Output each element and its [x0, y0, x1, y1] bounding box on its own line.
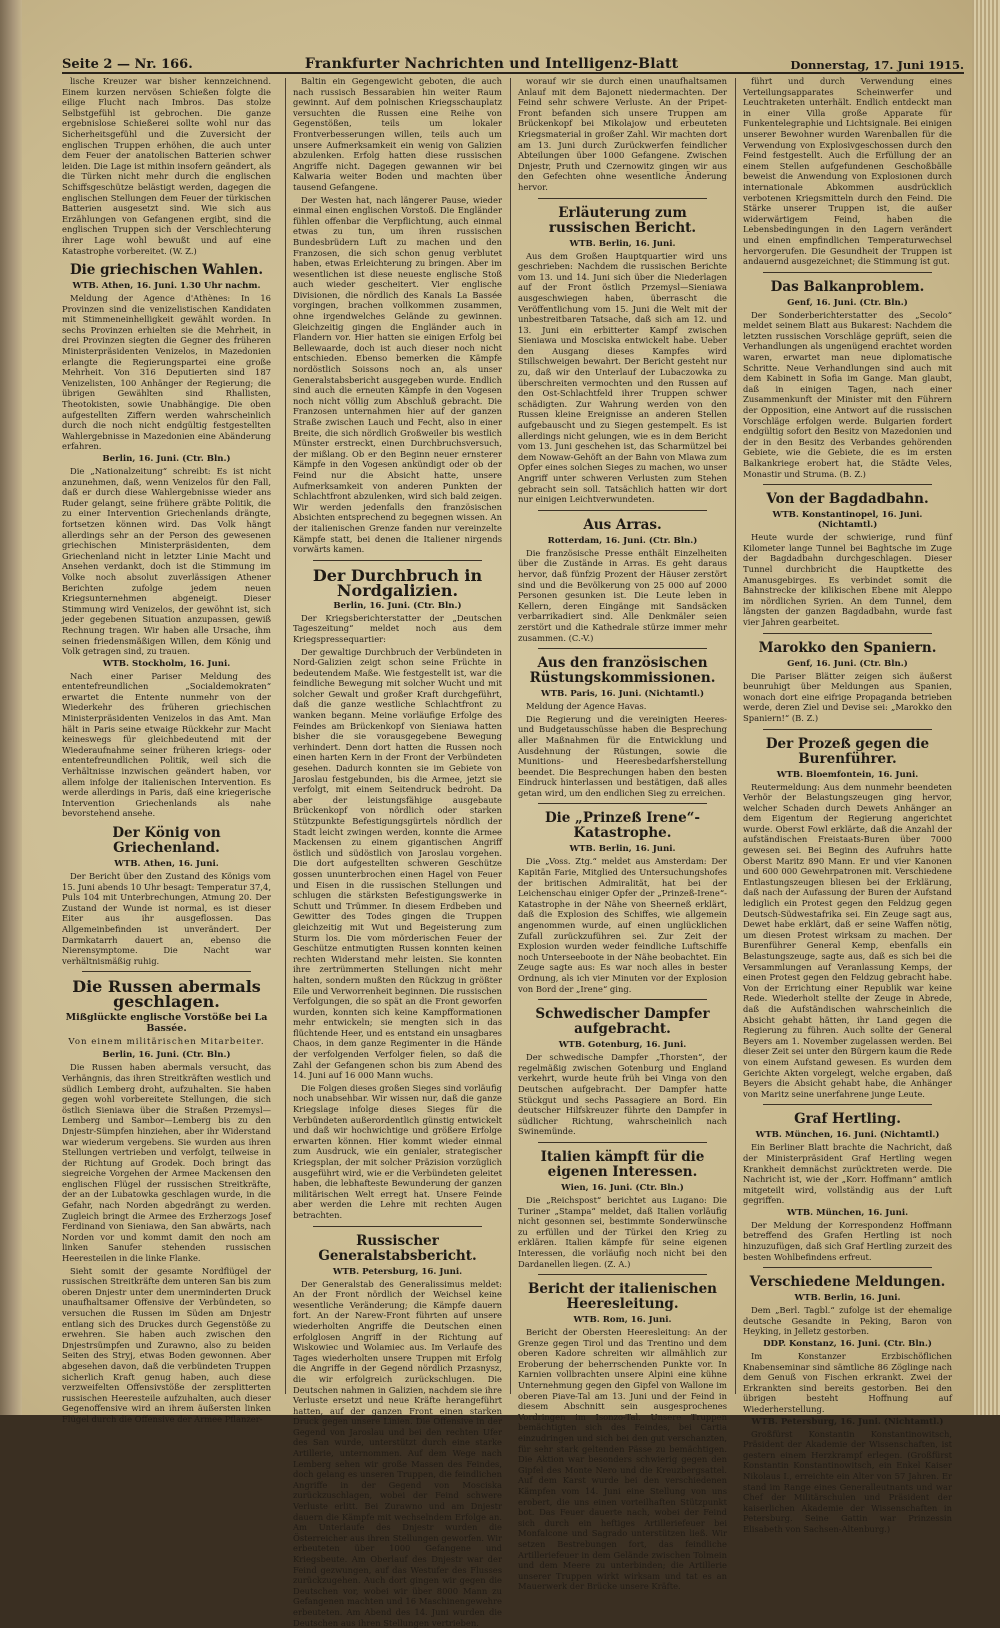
- article-headline: Italien kämpft für die eigenen Interessen.: [540, 1148, 705, 1180]
- column-rule: [735, 78, 736, 1394]
- dateline: WTB. Rom, 16. Juni.: [573, 1315, 672, 1326]
- article-paragraph: Die Folgen dieses großen Sieges sind vorläufig noch unabsehbar. Wir wissen nur, daß die ganze Kriegslage infolge dieses Sieges für die Verbündeten außerordentlich günstig entwickelt und daß wir hochwichtige und größere Erfolge erwarten können. Hier kommt wieder einmal zum Ausdruck, wie ein genialer, strategischer Kriegsplan, der mit solcher Präzision vorzüglich ausgeführt wird, wie er die Verbündeten geleitet haben, die lebhafteste Bewunderung der ganzen militärischen Welt erregt hat. Unsere Feinde aber werden die Lehre mit rechten Augen betrachten.: [293, 1082, 502, 1220]
- dateline: WTB. München, 16. Juni. (Nichtamtl.): [755, 1130, 940, 1141]
- dateline: WTB. Petersburg, 16. Juni.: [332, 1266, 463, 1277]
- dateline: WTB. Stockholm, 16. Juni.: [102, 658, 231, 669]
- article-paragraph: Bericht der Obersten Heeresleitung: An der Grenze gegen Tirol und das Trentino und dem oberen Kadore schreiten wir allmählich zur Eroberung der beherrschenden Punkte vor. In Karnien vollbrachten unsere Alpini eine kühne Unternehmung gegen den Gipfel von Wallone im oberen Piave-Tal am 13. Juni und der Feind in diesem Abschnitt sein ausgesprochenes Vordringen im Isonzo-Tal. Unsere Truppen bemächtigten sich des Feindes, bei Cartia einzudringen und sich bei den gut verschanzten, für sehr stark geltenden Pässe zu bemächtigen. Die Aktion war besonders schwierig gegen den Gipfel des Monte Nero und die Kreuzbergsattel. Auf dem Karst wurde bei den verschiedenen Kämpfen vom 14. Juni eine Stellung von uns erobert, die uns einen vorteilhaften Stützpunkt bot. Das Feuer dauerte nach, wobei der Feind sich durch ein heftiges Artilleriefeuer bei Monfalcone und Sagrado unterstützen ließ. Wir setzen Bestrebungen fort, das feindliche Artilleriefeuer in dem Gelände zwischen Tolmein und dem Meere zu unterbinden; die Artillerie unserer Truppen wirkt wirksam und tat es an Mauerwerk der Brücke unsere Kräfte.: [518, 1327, 727, 1592]
- section-divider: [538, 999, 707, 1000]
- dateline: Wien, 16. Juni. (Ctr. Bln.): [561, 1182, 684, 1193]
- column-3: [518, 76, 727, 1592]
- article-paragraph: Der Kriegsberichterstatter der „Deutschen Tageszeitung“ meldet noch aus dem Kriegspressequartier:: [293, 612, 502, 644]
- column-rule: [510, 78, 511, 1394]
- article-headline: Verschiedene Meldungen.: [749, 1274, 946, 1291]
- dateline: WTB. Berlin, 16. Juni.: [569, 844, 676, 855]
- dateline: WTB. Bloemfontein, 16. Juni.: [776, 769, 919, 780]
- article-paragraph: Sieht somit der gesamte Nordflügel der russischen Streitkräfte dem unteren San bis zum oberen Dnjestr unter dem unerminderten Druck unaufhaltsamer Offensive der Verbündeten, so versuchen die Russen im Süden am Dnjestr entlang sich des Druckes durch Gegenstöße zu erwehren. Sie haben auch zwischen den Dnjestrsümpfen und Zurawno, also zu beiden Seiten des Stryj, etwas Boden gewonnen. Aber abgesehen davon, daß die verbündeten Truppen sicherlich Kraft genug haben, auch diese verzweifelten Offensivstöße der zersplitterten russischen Heeresteile aufzuhalten, auch dieser Gegenoffensive wird an ihrem äußersten linken Flügel durch die Offensive der Armee Pflanzer-: [62, 1265, 271, 1424]
- article-headline: Der König von Griechenland.: [112, 825, 221, 856]
- article-paragraph: Großfürst Konstantin Konstantinowitsch, Präsident der Akademie der Wissenschaften, ist gestern einem Herzkrampf erlegen. (Großfürst Konstantin Konstantinowitsch, ein Enkel Kaiser Nikolaus I., erreichte ein Alter von 57 Jahren. Er stand im Range eines Generalleutnants und war Chef der Militärschulen und Präsident der kaiserlichen Akademie der Wissenschaften in Petersburg. Seine Gattin war Prinzessin Elisabeth von Sachsen-Altenburg.): [743, 1428, 952, 1534]
- section-divider: [538, 648, 707, 649]
- article-headline: Die „Prinzeß Irene“-Katastrophe.: [544, 810, 701, 842]
- section-divider: [538, 1274, 707, 1275]
- article-paragraph: Baltin ein Gegengewicht geboten, die auch nach russisch Bessarabien hin weiter Raum gewinnt. Auf dem polnischen Kriegsschauplatz versuchten die Russen eine Reihe von Gegenstößen, teils um lokaler Frontverbesserungen willen, teils auch um unsere Aufmerksamkeit ein wenig von Galizien abzulenken. Erfolg hatten diese russischen Angriffe nicht. Dagegen gewannen wir bei Kalwaria weiter Boden und machten über tausend Gefangene.: [293, 76, 502, 192]
- section-divider: [763, 272, 932, 273]
- page-label: Seite 2 — Nr. 166.: [62, 57, 193, 72]
- article-paragraph: Die „Voss. Ztg.“ meldet aus Amsterdam: Der Kapitän Farie, Mitglied des Untersuchungshofes der britischen Admiralität, hat bei der Leichenschau einiger Opfer der „Prinzeß-Irene“-Katastrophe in der Nähe von Sheerneß erklärt, daß die Explosion des Schiffes, wie allgemein angenommen wurde, auf einen unglücklichen Zufall zurückzuführen sei. Zur Zeit der Explosion wurden weder feindliche Luftschiffe noch Unterseeboote in der Nähe beobachtet. Ein Zeuge sagte aus: Es war noch alles in bester Ordnung, als ich vier Minuten vor der Explosion von Bord der „Irene“ ging.: [518, 856, 727, 994]
- article-paragraph: Nach einer Pariser Meldung des ententefreundlichen „Socialdemokraten“ erwartet die Entente nunmehr von der Wiederkehr des früheren griechischen Ministerpräsidenten Venizelos in das Amt. Man hält in Paris seine etwaige Rückkehr zur Macht keineswegs für gleichbedeutend mit der Wiederaufnahme seiner früheren kriegs- oder ententefreundlichen Politik, weil sich die Verhältnisse inzwischen geändert haben, vor allem infolge der italienischen Intervention. Es werde allerdings in Paris, daß eine kriegerische Intervention Griechenlands als nahe bevorstehend ansehe.: [62, 670, 271, 819]
- article-headline: Der Prozeß gegen die Burenführer.: [765, 735, 930, 767]
- section-divider: [313, 560, 482, 561]
- article-paragraph: Reutermeldung: Aus dem nunmehr beendeten Verhör der Belastungszeugen ging hervor, welcher Schaden durch Dewets Anhänger an dem Eigentum der Regierung angerichtet wurde. Oberst Fowl erklärte, daß die Anzahl der aufständischen Freistaats-Buren über 7000 gewesen sei. Bei Beginn des Aufruhrs hatte Oberst Maritz 890 Mann. Er und vier Kanonen und 600 000 Gewehrpatronen mit. Verschiedene Entlastungszeugen bliesen bei der Erklärung, daß nach der Aufassung der Buren der Aufstand lediglich ein Protest gegen den Feldzug gegen Deutsch-Südwestafrika sei. Ein Zeuge sagt aus, Dewet habe erklärt, daß er seine Waffen nötig, um diesen Protest wirksam zu machen. Der Burenführer General Kemp, ebenfalls ein Belastungszeuge, sagte aus, daß es sich bei die Versammlungen auf Veranlassung Kemps, der einen Protest gegen den Feldzug gebracht habe. Von der Errichtung einer Republik war keine Rede. Wiederholt stellte der Zeuge in Abrede, daß die Aufständischen wahrscheinlich die Absicht gehabt hätten, ihr Land gegen die Regierung zu führen. Auch sollte der General Beyers am 1. November zugelassen werden. Bei dieser Zeit sei unter den Bürgern kaum die Rede von einem Aufstand gewesen. Es wurden dem Gerichte Akten vorgelegt, welche ergaben, daß Beyers die Absicht gehabt habe, die Anhänger von Maritz seine unerfahrene junge Leute.: [743, 781, 952, 1099]
- article-paragraph: Der Meldung der Korrespondenz Hoffmann betreffend des Grafen Hertling ist noch hinzuzufügen, daß sich Graf Hertling zurzeit des besten Wohlbefindens erfreut.: [743, 1219, 952, 1262]
- dateline: WTB. Athen, 16. Juni. 1.30 Uhr nachm.: [72, 281, 261, 292]
- article-paragraph: Der schwedische Dampfer „Thorsten“, der regelmäßig zwischen Gotenburg und England verkehrt, wurde heute früh bei Vinga von den Deutschen aufgebracht. Der Dampfer hatte Stückgut und sechs Passagiere an Bord. Ein deutscher Hilfskreuzer führte den Dampfer in südlicher Richtung, wahrscheinlich nach Swinemünde.: [518, 1052, 727, 1137]
- article-paragraph: Die Pariser Blätter zeigen sich äußerst beunruhigt über Meldungen aus Spanien, wonach dort eine eifrige Propaganda betrieben werde, deren Ziel und Devise sei: „Marokko den Spaniern!“ (B. Z.): [743, 670, 952, 723]
- section-divider: [763, 1267, 932, 1268]
- article-paragraph: führt und durch Verwendung eines Verteilungsapparates Scheinwerfer und Leuchtraketen unterhält. Endlich entdeckt man in einer Villa große Apparate für Funkentelegraphie und Lichtsignale. Bei einigen unserer Bewohner wurden Warenballen für die Verwendung von Explosivgeschossen durch den Feind festgestellt. Auch die Erfüllung der an einem Stellen aufgefundenen Geschoßbälle beweist die Anwendung von Explosionen durch internationale Abkommen ausdrücklich verbotenen Kriegsmitteln durch den Feind. Die Stärke unserer Truppen ist, die außer widerwärtigem Feind, haben die Lebensbedingungen in den Lagern verändert und einen empfindlichen Temperaturwechsel hervorgerufen. Die Gesundheit der Truppen ist andauernd ausgezeichnet; die Stimmung ist gut.: [743, 76, 952, 267]
- dateline: WTB. München, 16. Juni.: [786, 1207, 909, 1218]
- article-headline: Die griechischen Wahlen.: [69, 262, 264, 279]
- section-divider: [763, 729, 932, 730]
- section-divider: [763, 484, 932, 485]
- article-paragraph: Heute wurde der schwierige, rund fünf Kilometer lange Tunnel bei Baghtsche im Zuge der Bagdadbahn durchgeschlagen. Dieser Tunnel durchbricht die Hauptkette des Amanusgebirges. Es verbindet somit die Bahnstrecke der kilikischen Ebene mit Aleppo im nördlichen Syrien. An dem Tunnel, dem längsten der ganzen Bagdadbahn, wurde fast vier Jahren gearbeitet.: [743, 532, 952, 627]
- article-headline: Von der Bagdadbahn.: [766, 491, 929, 508]
- article-headline: Graf Hertling.: [794, 1111, 901, 1128]
- article-paragraph: Dem „Berl. Tagbl.“ zufolge ist der ehemalige deutsche Gesandte in Peking, Baron von Heyking, in Jelletz gestorben.: [743, 1305, 952, 1337]
- section-divider: [538, 1142, 707, 1143]
- article-paragraph: Meldung der Agence Havas.: [526, 701, 647, 712]
- article-byline: Von einem militärischen Mitarbeiter.: [68, 1037, 265, 1048]
- article-paragraph: Der Westen hat, nach längerer Pause, wieder einmal einen englischen Vorstoß. Die Engländer fühlen offenbar die Verpflichtung, auch einmal etwas zu tun, um ihren russischen Bundesbrüdern Luft zu machen und den Franzosen, die sich schon genug verblutet haben, etwas Erleichterung zu bringen. Aber im wesentlichen ist diese neueste englische Stoß auch wieder gescheitert. Vier englische Divisionen, die nördlich des Kanals La Bassée vorgingen, brachen vollkommen zusammen, ohne irgendwelches Gelände zu gewinnen. Gleichzeitig gingen die Engländer auch in Flandern vor. Hier hatten sie einigen Erfolg bei Bellewaarde, doch ist auch dieser noch nicht entschieden. Ebenso bemerken die Kämpfe nordöstlich Soissons noch an, als unser Generalstabsbericht ausgegeben wurde. Endlich sind auch die erneuten Kämpfe in den Vogesen noch nicht völlig zum Abschluß gebracht. Die Franzosen unternahmen hier auf der ganzen Straße zwischen Lauch und Fecht, also in einer Breite, die sich nördlich Großweiler bis westlich Münster erstreckt, einen Durchbruchsversuch, der mißlang. Ob er den Beginn neuer ernsterer Kämpfe in den Vogesen ankündigt oder ob der Feind nur die Absicht hatte, unsere Aufmerksamkeit von anderen Punkten der Schlachtfront abzulenken, wird sich bald zeigen. Wir werden jedenfalls den französischen Absichten entsprechend zu begegnen wissen. An der italienischen Grenze fanden nur vereinzelte Kämpfe statt, bei denen die Italiener nirgends vorwärts kamen.: [293, 194, 502, 555]
- section-divider: [538, 198, 707, 199]
- section-divider: [313, 1226, 482, 1227]
- article-paragraph: worauf wir sie durch einen unaufhaltsamen Anlauf mit dem Bajonett niedermachten. Der Feind sehr schwere Verluste. An der Pripet-Front befanden sich unsere Truppen am Brückenkopf bei Mikolajow und erbeuteten Kriegsmaterial in großer Zahl. Wir machten dort am 13. Juni durch Zurückwerfen feindlicher Abteilungen über 1000 Gefangene. Zwischen Dnjestr, Pruth und Czernowitz gingen wir aus den Gefechten ohne wesentliche Änderung hervor.: [518, 76, 727, 192]
- dateline: Genf, 16. Juni. (Ctr. Bln.): [787, 297, 908, 308]
- issue-date: Donnerstag, 17. Juni 1915.: [790, 58, 964, 72]
- dateline: Rotterdam, 16. Juni. (Ctr. Bln.): [547, 535, 698, 546]
- dateline: Berlin, 16. Juni. (Ctr. Bln.): [102, 1050, 231, 1061]
- article-columns: [62, 76, 964, 1628]
- dateline: Berlin, 16. Juni. (Ctr. Bln.): [102, 454, 231, 464]
- page-edge-stack: [972, 0, 1000, 1415]
- dateline: WTB. Berlin, 16. Juni.: [794, 1293, 901, 1304]
- article-subheadline: Mißglückte englische Vorstöße bei La Bassée.: [65, 1012, 268, 1035]
- article-paragraph: Die Russen haben abermals versucht, das Verhängnis, das ihren Streitkräften westlich und südlich Lemberg droht, aufzuhalten. Sie haben gegen wohl vorbereitete Stellungen, die sich östlich Sieniawa über die Straßen Przemysl—Lemberg und Sambor—Lemberg bis zu den Dnjestr-Sümpfen hinziehen, aber ihr Widerstand war wiederum vergebens. Sie wurden aus ihren Stellungen vertrieben und verfolgt, teilweise in der Richtung auf Grodek. Doch bringt das siegreiche Vorgehen der Armee Mackensen den englischen Flügel der russischen Streitkräfte, der an der Lubatowka geschlagen wurde, in die Gefahr, nach Norden abgedrängt zu werden. Zugleich bringt die Armee des Erzherzogs Josef Ferdinand von Sieniawa, den San abwärts, nach Norden vor und kommt damit den noch am linken Sanufer stehenden russischen Heeresteilen in die linke Flanke.: [62, 1062, 271, 1264]
- article-paragraph: Ein Berliner Blatt brachte die Nachricht, daß der Ministerpräsident Graf Hertling wegen Krankheit demnächst zurücktreten werde. Die Nachricht ist, wie der „Korr. Hoffmann“ amtlich mitgeteilt wird, vollständig aus der Luft gegriffen.: [743, 1142, 952, 1206]
- article-headline: Marokko den Spaniern.: [758, 639, 937, 656]
- article-headline: Bericht der italienischen Heeresleitung.: [528, 1281, 717, 1313]
- dateline: DDP. Konstanz, 16. Juni. (Ctr. Bln.): [763, 1339, 932, 1350]
- article-paragraph: Meldung der Agence d'Athènes: In 16 Provinzen sind die venizelistischen Kandidaten mit Stimmeneinhelligkeit gewählt worden. In sechs Provinzen erhielten sie die Mehrheit, in drei Provinzen siegten die Gegner des früheren Ministerpräsidenten Venizelos, in Mazedonien erlangte die Regierungspartei eine große Mehrheit. Von 316 Deputierten sind 187 Venizelisten, 100 Anhänger der Regierung; die übrigen Gewählten sind Rhallisten, Theotokisten, sowie Unabhängige. Die oben aufgestellten Ziffern werden wahrscheinlich durch die noch nicht endgültig festgestellten Wahlergebnisse in Mazedonien eine Abänderung erfahren.: [62, 293, 271, 452]
- section-divider: [82, 971, 251, 972]
- dateline: Genf, 16. Juni. (Ctr. Bln.): [787, 658, 908, 669]
- section-divider: [538, 510, 707, 511]
- dateline: WTB. Athen, 16. Juni.: [114, 859, 219, 869]
- dateline: WTB. Gotenburg, 16. Juni.: [558, 1040, 687, 1051]
- page-header: [62, 46, 964, 74]
- section-divider: [538, 803, 707, 804]
- article-paragraph: Der Bericht über den Zustand des Königs vom 15. Juni abends 10 Uhr besagt: Temperatur 37,4, Puls 104 mit Unterbrechungen, Atmung 20. Der Zustand der Wunde ist normal, es ist dieser Eiter aus ihr ausgeflossen. Das Allgemeinbefinden ist unverändert. Der Darmkatarrh dauert an, ebenso die Nierensymptome. Die Nacht war verhältnismäßig ruhig.: [62, 871, 271, 966]
- column-2: [293, 76, 502, 1628]
- section-divider: [763, 633, 932, 634]
- dateline: Berlin, 16. Juni. (Ctr. Bln.): [333, 600, 462, 611]
- article-paragraph: lische Kreuzer war bisher kennzeichnend. Einem kurzen nervösen Schießen folgte die eilige Flucht nach Imbros. Das stolze Selbstgefühl ist gebrochen. Die ganze ergebnislose Schießerei sollte wohl nur das Sicherheitsgefühl und die Zuversicht der englischen Truppen erhöhen, die auch unter dem Feuer der anatolischen Batterien schwer leiden. Die Lage ist mithin insofern geändert, als die Türken nicht mehr durch die englischen Schiffsgeschütze belästigt werden, dagegen die englischen Stellungen dem Feuer der türkischen Batterien ausgesetzt sind. Wie sich aus Erzählungen von Gefangenen ergibt, sind die englischen Truppen sich der Verschlechterung ihrer Lage wohl bewußt und auf eine Katastrophe vorbereitet. (W. Z.): [62, 76, 271, 256]
- article-paragraph: Die „Nationalzeitung“ schreibt: Es ist nicht anzunehmen, daß, wenn Venizelos für den Fall, daß er durch diese Wahlergebnisse wieder ans Ruder gelangt, seine frühere gräbte Politik, die zu einer Intervention Griechenlands drängte, fortsetzen können wird. Das Volk hängt allerdings sehr an der Person des gewesenen griechischen Ministerpräsidenten, dem Griechenland nicht in letzter Linie Macht und Ansehen verdankt, doch ist die Stimmung im Volke noch absolut zuverlässigen Athener Berichten zufolge jedem neuen Kriegsunternehmen abgeneigt. Dieser Stimmung wird Venizelos, der gewöhnt ist, sich jeder gegebenen Situation anzupassen, gewiß Rechnung tragen. Wir haben alle Ursache, ihm seinen friedensmäßigen Willen, dem König und Volk getragen sind, zu trauen.: [62, 466, 271, 657]
- article-paragraph: Die Regierung und die vereinigten Heeres- und Budgetausschüsse haben die Besprechung aller Maßnahmen für die Entwicklung und Ausdehnung der Rüstungen, sowie die Munitions- und Heeresbedarfsherstellung beendet. Die Besprechungen haben den besten Eindruck hinterlassen und bestätigen, daß alles getan wird, um den endlichen Sieg zu erreichen.: [518, 713, 727, 798]
- article-paragraph: Die „Reichspost“ berichtet aus Lugano: Die Turiner „Stampa“ meldet, daß Italien vorläufig nicht gesonnen sei, bestimmte Sonderwünsche zu erfüllen und der Türkei den Krieg zu erklären. Italien kämpfe für seine eigenen Interessen, die vorläufig noch nicht bei den Dardanellen liegen. (Z. A.): [518, 1194, 727, 1269]
- dateline: WTB. Konstantinopel, 16. Juni. (Nichtamtl.): [772, 510, 923, 531]
- dateline: WTB. Paris, 16. Juni. (Nichtamtl.): [540, 689, 705, 700]
- article-paragraph: Der gewaltige Durchbruch der Verbündeten in Nord-Galizien zeigt schon seine Früchte in bedeutendem Maße. Wie festgestellt ist, war die feindliche Bewegung mit solcher Wucht und mit solcher Gewalt und großer Kraft durchgeführt, daß die ganze westliche Schlachtfront zu wanken begann. Meine vorläufige Erfolge des Feindes am Brückenkopf von Sieniawa hatten bisher die sie vorausgegebene Bewegung verhindert. Denn dort hatten die Russen noch einen harten Kern in der Front der Verbündeten gesehen. Dadurch konnten sie im Gebiete von Jaroslau festgebunden, bis die Armee, jetzt sie verfolgt, mit einem Seitendruck bedroht. Da aber der leistungsfähige ausgebaute Brückenkopf von nördlich oder starken Stützpunkte Befestigungsgürtels nördlich der Stadt leicht zwingen werden, konnte die Armee Mackensen zu einem gigantischen Angriff östlich und südöstlich von Jaroslau vorgehen. Die dort aufgestellten schweren Geschütze gossen ununterbrochen einen Hagel von Feuer und Eisen in die russischen Stellungen und schlugen die stärksten Befestigungswerke in Schutt und Trümmer. In diesem Erdbeben und Gewitter des Todes gingen die Truppen gleichzeitig mit Wut und Begeisterung zum Sturm los. Die vom mörderischen Feuer der Geschütze entmutigten Russen konnten keinen rechten Widerstand mehr leisten. Sie konnten ihre zertrümmerten Stellungen nicht mehr halten, sondern mußten den Rückzug in größter Eile und Verworrenheit beginnen. Die russischen Verfolgungen, die so spät an die Front geworfen wurden, konnten sich keine Kampfformationen mehr entwickeln; sie mengten sich in das flüchtende Heer, und es entstand ein unsagbares Chaos, in dem ganze Regimenter in die Hände der verfolgenden Verfolger fielen, so daß die Zahl der Gefangenen schon bis zum Abend des 14. Juni auf 16 000 Mann wuchs.: [293, 646, 502, 1081]
- page-binding: [0, 0, 22, 1415]
- article-headline: Der Durchbruch in Nordgalizien.: [312, 565, 483, 600]
- article-paragraph: Die französische Presse enthält Einzelheiten über die Zustände in Arras. Es geht daraus hervor, daß fünfzig Prozent der Häuser zerstört sind und die Bevölkerung von 25 000 auf 2000 Personen gesunken ist. Die Leute leben in Kellern, deren Eingänge mit Sandsäcken verbarrikadiert sind. Alle Denkmäler seien zerstört und die Kathedrale stürze immer mehr zusammen. (C.-V.): [518, 547, 727, 643]
- column-rule: [285, 78, 286, 1394]
- article-paragraph: Der Sonderberichterstatter des „Secolo“ meldet seinem Blatt aus Bukarest: Nachdem die letzten russischen Vorschläge geprüft, seien die Verhandlungen als ungenügend erachtet worden waren, erwartet man neue diplomatische Schritte. Neue Verhandlungen sind auch mit dem Kabinett in Sofia im Gange. Man glaubt, daß in einigen Tagen, nach einer Zusammenkunft der Minister mit den Führern der Opposition, eine Antwort auf die russischen Vorschläge erfolgen werde. Bulgarien fordert endgültig sofort den Besitz von Mazedonien und der in den Besitz des Verbandes gehörenden Gebiete, wie die Gebiete, die es im ersten Balkankriege erobert hat, die Städte Veles, Monastir und Struma. (B. Z.): [743, 309, 952, 479]
- article-paragraph: Im Konstanzer Erzbischöflichen Knabenseminar sind sämtliche 86 Zöglinge nach dem Genuß von Fischen erkrankt. Zwei der Erkrankten sind bereits gestorben. Bei den übrigen besteht Hoffnung auf Wiederherstellung.: [743, 1351, 952, 1414]
- section-divider: [763, 1104, 932, 1105]
- column-1: [62, 76, 271, 1424]
- article-headline: Aus den französischen Rüstungskommissionen.: [529, 655, 716, 687]
- column-4: [743, 76, 952, 1534]
- dateline: WTB. Petersburg, 16. Juni. (Nichtamtl.): [751, 1416, 944, 1427]
- article-headline: Russischer Generalstabsbericht.: [318, 1232, 477, 1264]
- article-headline: Erläuterung zum russischen Bericht.: [548, 204, 697, 236]
- article-paragraph: Aus dem Großen Hauptquartier wird uns geschrieben: Nachdem die russischen Berichte vom 13. und 14. Juni sich über die Niederlagen auf der Front östlich Przemysl—Sieniawa ausgeschwiegen haben, überrascht die Veröffentlichung vom 15. Juni die Welt mit der unbestreitbaren Tatsache, daß sich am 12. und 13. Juni ein erbitterter Kampf zwischen Sieniawa und Mosciska entwickelt habe. Ueber den Ausgang dieses Kampfes wird Stillschweigen bewahrt. Der Bericht gesteht nur zu, daß wir den Unterlauf der Lubaczowka zu überschreiten vermochten und den Russen auf den Ost-Schlachtfeld ihrer Truppen schwer schädigten. Zur Wahrung werden von den Russen kleine Ereignisse an anderen Stellen aufgebauscht und zu Siegen gestempelt. Es ist allerdings nicht gelungen, wie es in dem Bericht vom 13. Juni geschehen ist, das Scharmützel bei dem Nowaw-Gehöft an der Bahn von Mlawa zum Opfer eines solchen Sieges zu machen, wo unser Angriff unter schweren Verlusten zum Stehen gebracht sein soll. Tatsächlich hatten wir dort nur einigen Leichtverwundeten.: [518, 250, 727, 505]
- article-paragraph: Der Generalstab des Generalissimus meldet: An der Front nördlich der Weichsel keine wesentliche Veränderung; die Kämpfe dauern fort. An der Narew-Front führten auf unsere wiederholten Angriffe die Deutschen einen erfolglosen Angriff in der Richtung auf Wiskowiec und Wolamiec aus. Im Verlaufe des Tages wiederholten unsere Truppen mit Erfolg die Angriffe in der Gegend nördlich Przasnysz, die wir erfolgreich zurückschlugen. Die Deutschen nahmen in Galizien, nachdem sie ihre Verluste ersetzt und neue Kräfte herangeführt hatten, auf der ganzen Front einen starken Druck gegen unsere Linien. Die Offensive in der Gegend von Jaroslau und bei den rechten Ufer des San wurde, unterstützt durch eine starke Artillerie, unternommen. Auf dem Wege nach Lemberg sehen wir große Massen des Feindes, doch gelang es unseren Truppen, die feindlichen Angriffe in der Gegend von Mosciska zurückzuschlagen, wobei der Feind schwere Verluste erlitt. Bei Zurawno und am Dnjestr dauern die Kämpfe mit wechselndem Erfolge an. Am Unterlaufe des Dnjestr wurden die Österreicher aus ihren Stellungen geworfen. Wir erbeuteten über 1000 Gefangene und Kriegsbeute. Am Oberlauf des Dnjestr war der Feind gezwungen, auf das Westufer des Flusses zurückzugehen. Auch dort gingen wir gegen die Deutschen vor, wobei wir über 8000 Mann zu Gefangenen machten und 16 Maschinengewehre erbeuteten. Am Abend des 14. Juni wurden die Deutschen aus ihren Stellungen vertrieben.: [293, 1278, 502, 1628]
- article-headline: Die Russen abermals geschlagen.: [72, 977, 261, 1012]
- dateline: WTB. Berlin, 16. Juni.: [569, 238, 676, 249]
- newspaper-title: Frankfurter Nachrichten und Intelligenz-Blatt: [304, 56, 679, 72]
- article-headline: Das Balkanproblem.: [770, 278, 925, 295]
- article-headline: Aus Arras.: [583, 516, 662, 533]
- article-headline: Schwedischer Dampfer aufgebracht.: [535, 1006, 710, 1038]
